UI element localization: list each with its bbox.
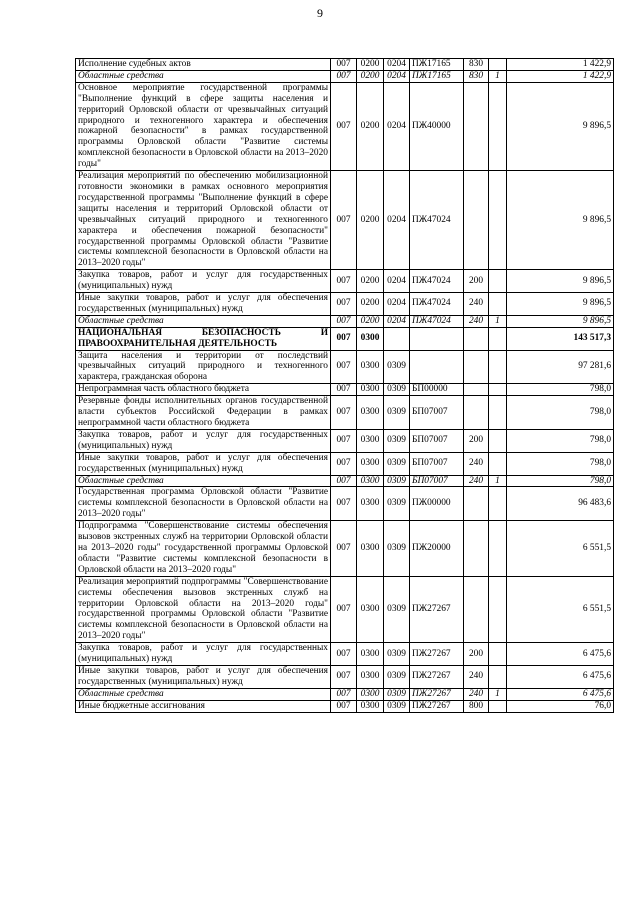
item-name-cell: Непрограммная часть областного бюджета (76, 384, 331, 396)
target-article-cell: ПЖ27267 (410, 665, 464, 688)
item-name-cell: Исполнение судебных актов (76, 59, 331, 71)
target-article-cell: ПЖ27267 (410, 643, 464, 666)
expense-type-cell: 240 (464, 688, 489, 700)
target-article-cell: БП07007 (410, 429, 464, 452)
grbs-code-cell: 007 (331, 293, 357, 316)
expense-type-cell: 240 (464, 315, 489, 327)
table-row (76, 688, 614, 700)
table-row (76, 521, 614, 577)
table-row (76, 171, 614, 270)
amount-cell: 6 475,6 (507, 643, 614, 666)
grbs-code-cell: 007 (331, 270, 357, 293)
expense-type-cell (464, 521, 489, 577)
section-code-cell: 0300 (357, 429, 384, 452)
item-name-cell: Закупка товаров, работ и услуг для государственных (муниципальных) нужд (76, 429, 331, 452)
funding-source-cell (489, 487, 507, 521)
item-name-cell: Областные средства (76, 475, 331, 487)
amount-cell: 798,0 (507, 429, 614, 452)
funding-source-cell (489, 59, 507, 71)
grbs-code-cell: 007 (331, 70, 357, 82)
section-code-cell: 0300 (357, 487, 384, 521)
table-row (76, 665, 614, 688)
subsection-code-cell: 0309 (384, 350, 410, 384)
table-row (76, 475, 614, 487)
funding-source-cell (489, 665, 507, 688)
grbs-code-cell: 007 (331, 643, 357, 666)
subsection-code-cell: 0309 (384, 700, 410, 712)
section-code-cell: 0300 (357, 475, 384, 487)
expense-type-cell (464, 396, 489, 430)
target-article-cell: ПЖ27267 (410, 700, 464, 712)
funding-source-cell: 1 (489, 688, 507, 700)
amount-cell: 96 483,6 (507, 487, 614, 521)
table-row (76, 396, 614, 430)
grbs-code-cell: 007 (331, 475, 357, 487)
section-code-cell: 0300 (357, 452, 384, 475)
subsection-code-cell: 0309 (384, 429, 410, 452)
amount-cell: 97 281,6 (507, 350, 614, 384)
grbs-code-cell: 007 (331, 171, 357, 270)
section-code-cell: 0200 (357, 59, 384, 71)
table-row (76, 384, 614, 396)
amount-cell: 9 896,5 (507, 293, 614, 316)
item-name-cell: Иные бюджетные ассигнования (76, 700, 331, 712)
amount-cell: 798,0 (507, 452, 614, 475)
item-name-cell: Защита населения и территории от последствий чрезвычайных ситуаций природного и техногенного характера, гражданская оборона (76, 350, 331, 384)
subsection-code-cell: 0309 (384, 487, 410, 521)
expense-type-cell (464, 82, 489, 170)
expense-type-cell: 830 (464, 59, 489, 71)
expense-type-cell: 240 (464, 452, 489, 475)
table-row (76, 315, 614, 327)
grbs-code-cell: 007 (331, 327, 357, 350)
section-code-cell: 0200 (357, 315, 384, 327)
budget-table (75, 58, 614, 713)
section-code-cell: 0300 (357, 576, 384, 642)
target-article-cell: ПЖ40000 (410, 82, 464, 170)
funding-source-cell (489, 327, 507, 350)
expense-type-cell (464, 384, 489, 396)
table-row (76, 487, 614, 521)
target-article-cell: БП07007 (410, 396, 464, 430)
grbs-code-cell: 007 (331, 487, 357, 521)
item-name-cell: НАЦИОНАЛЬНАЯ БЕЗОПАСНОСТЬ И ПРАВООХРАНИТЕЛЬНАЯ ДЕЯТЕЛЬНОСТЬ (76, 327, 331, 350)
subsection-code-cell: 0309 (384, 521, 410, 577)
item-name-cell: Областные средства (76, 315, 331, 327)
target-article-cell: БП00000 (410, 384, 464, 396)
subsection-code-cell: 0309 (384, 475, 410, 487)
target-article-cell: ПЖ20000 (410, 521, 464, 577)
target-article-cell (410, 350, 464, 384)
item-name-cell: Основное мероприятие государственной программы "Выполнение функций в сфере защиты населения и территорий Орловской области от чрезвычайных ситуаций природного и техногенного характера и обеспечения пожарной безопасности" в рамках государственной программы Орловской области "Развитие системы комплексной безопасности в Орловской области на 2013–2020 годы" (76, 82, 331, 170)
grbs-code-cell: 007 (331, 700, 357, 712)
section-code-cell: 0300 (357, 643, 384, 666)
grbs-code-cell: 007 (331, 665, 357, 688)
grbs-code-cell: 007 (331, 315, 357, 327)
funding-source-cell (489, 270, 507, 293)
funding-source-cell (489, 396, 507, 430)
section-code-cell: 0300 (357, 384, 384, 396)
amount-cell: 1 422,9 (507, 59, 614, 71)
target-article-cell: ПЖ00000 (410, 487, 464, 521)
table-row (76, 700, 614, 712)
section-code-cell: 0300 (357, 688, 384, 700)
amount-cell: 798,0 (507, 384, 614, 396)
funding-source-cell: 1 (489, 315, 507, 327)
funding-source-cell (489, 700, 507, 712)
section-code-cell: 0300 (357, 350, 384, 384)
amount-cell: 76,0 (507, 700, 614, 712)
subsection-code-cell: 0204 (384, 70, 410, 82)
expense-type-cell (464, 350, 489, 384)
funding-source-cell (489, 384, 507, 396)
grbs-code-cell: 007 (331, 59, 357, 71)
funding-source-cell (489, 452, 507, 475)
funding-source-cell: 1 (489, 475, 507, 487)
item-name-cell: Закупка товаров, работ и услуг для государственных (муниципальных) нужд (76, 270, 331, 293)
grbs-code-cell: 007 (331, 521, 357, 577)
target-article-cell: ПЖ47024 (410, 293, 464, 316)
table-row (76, 270, 614, 293)
subsection-code-cell: 0309 (384, 396, 410, 430)
grbs-code-cell: 007 (331, 688, 357, 700)
amount-cell: 9 896,5 (507, 315, 614, 327)
item-name-cell: Иные закупки товаров, работ и услуг для обеспечения государственных (муниципальных) нужд (76, 293, 331, 316)
item-name-cell: Реализация мероприятий подпрограммы "Совершенствование системы обеспечения вызовов экстренных служб на территории Орловской области на 2013–2020 годы" государственной программы Орловской области "Развитие системы комплексной безопасности в Орловской области на 2013–2020 годы" (76, 576, 331, 642)
expense-type-cell: 240 (464, 475, 489, 487)
amount-cell: 6 551,5 (507, 576, 614, 642)
table-row (76, 576, 614, 642)
section-code-cell: 0300 (357, 327, 384, 350)
subsection-code-cell: 0309 (384, 384, 410, 396)
table-row (76, 350, 614, 384)
target-article-cell: ПЖ47024 (410, 171, 464, 270)
grbs-code-cell: 007 (331, 396, 357, 430)
amount-cell: 6 551,5 (507, 521, 614, 577)
expense-type-cell: 200 (464, 429, 489, 452)
table-row (76, 452, 614, 475)
subsection-code-cell: 0204 (384, 270, 410, 293)
table-row (76, 82, 614, 170)
target-article-cell: БП07007 (410, 475, 464, 487)
subsection-code-cell: 0309 (384, 688, 410, 700)
target-article-cell: ПЖ47024 (410, 315, 464, 327)
item-name-cell: Резервные фонды исполнительных органов государственной власти субъектов Российской Федерации в рамках непрограммной части областного бюджета (76, 396, 331, 430)
amount-cell: 798,0 (507, 475, 614, 487)
expense-type-cell (464, 487, 489, 521)
amount-cell: 143 517,3 (507, 327, 614, 350)
grbs-code-cell: 007 (331, 82, 357, 170)
funding-source-cell (489, 429, 507, 452)
grbs-code-cell: 007 (331, 576, 357, 642)
funding-source-cell (489, 293, 507, 316)
funding-source-cell (489, 82, 507, 170)
table-row (76, 429, 614, 452)
amount-cell: 6 475,6 (507, 665, 614, 688)
target-article-cell: БП07007 (410, 452, 464, 475)
expense-type-cell (464, 576, 489, 642)
section-code-cell: 0200 (357, 82, 384, 170)
expense-type-cell (464, 327, 489, 350)
target-article-cell: ПЖ47024 (410, 270, 464, 293)
table-row (76, 59, 614, 71)
target-article-cell: ПЖ27267 (410, 688, 464, 700)
expense-type-cell: 800 (464, 700, 489, 712)
subsection-code-cell: 0309 (384, 665, 410, 688)
funding-source-cell (489, 171, 507, 270)
amount-cell: 798,0 (507, 396, 614, 430)
subsection-code-cell: 0204 (384, 171, 410, 270)
section-code-cell: 0300 (357, 700, 384, 712)
item-name-cell: Государственная программа Орловской области "Развитие системы комплексной безопасности в Орловской области на 2013–2020 годы" (76, 487, 331, 521)
funding-source-cell (489, 643, 507, 666)
item-name-cell: Областные средства (76, 70, 331, 82)
expense-type-cell: 240 (464, 665, 489, 688)
table-row (76, 327, 614, 350)
section-code-cell: 0300 (357, 665, 384, 688)
subsection-code-cell (384, 327, 410, 350)
expense-type-cell (464, 171, 489, 270)
funding-source-cell (489, 350, 507, 384)
grbs-code-cell: 007 (331, 452, 357, 475)
item-name-cell: Областные средства (76, 688, 331, 700)
table-row (76, 643, 614, 666)
section-code-cell: 0300 (357, 396, 384, 430)
expense-type-cell: 200 (464, 643, 489, 666)
grbs-code-cell: 007 (331, 384, 357, 396)
item-name-cell: Закупка товаров, работ и услуг для государственных (муниципальных) нужд (76, 643, 331, 666)
funding-source-cell (489, 576, 507, 642)
expense-type-cell: 240 (464, 293, 489, 316)
section-code-cell: 0200 (357, 270, 384, 293)
table-row (76, 293, 614, 316)
target-article-cell (410, 327, 464, 350)
target-article-cell: ПЖ27267 (410, 576, 464, 642)
target-article-cell: ПЖ17165 (410, 59, 464, 71)
table-row (76, 70, 614, 82)
item-name-cell: Реализация мероприятий по обеспечению мобилизационной готовности экономики в рамках основного мероприятия государственной программы "Выполнение функций в сфере защиты населения и территорий Орловской области от чрезвычайных ситуаций природного и техногенного характера и обеспечения пожарной безопасности" государственной программы Орловской области "Развитие системы комплексной безопасности в Орловской области на 2013–2020 годы" (76, 171, 331, 270)
amount-cell: 9 896,5 (507, 270, 614, 293)
amount-cell: 9 896,5 (507, 171, 614, 270)
subsection-code-cell: 0309 (384, 576, 410, 642)
grbs-code-cell: 007 (331, 429, 357, 452)
amount-cell: 9 896,5 (507, 82, 614, 170)
amount-cell: 6 475,6 (507, 688, 614, 700)
subsection-code-cell: 0309 (384, 452, 410, 475)
section-code-cell: 0200 (357, 171, 384, 270)
expense-type-cell: 200 (464, 270, 489, 293)
subsection-code-cell: 0204 (384, 315, 410, 327)
subsection-code-cell: 0204 (384, 59, 410, 71)
target-article-cell: ПЖ17165 (410, 70, 464, 82)
subsection-code-cell: 0309 (384, 643, 410, 666)
section-code-cell: 0200 (357, 70, 384, 82)
expense-type-cell: 830 (464, 70, 489, 82)
section-code-cell: 0300 (357, 521, 384, 577)
item-name-cell: Подпрограмма "Совершенствование системы обеспечения вызовов экстренных служб на территории Орловской области на 2013–2020 годы" государственной программы Орловской области "Развитие системы комплексной безопасности в Орловской области на 2013–2020 годы" (76, 521, 331, 577)
page-number: 9 (317, 6, 323, 20)
funding-source-cell (489, 521, 507, 577)
subsection-code-cell: 0204 (384, 293, 410, 316)
budget-table-body (76, 59, 614, 713)
subsection-code-cell: 0204 (384, 82, 410, 170)
section-code-cell: 0200 (357, 293, 384, 316)
item-name-cell: Иные закупки товаров, работ и услуг для обеспечения государственных (муниципальных) нужд (76, 452, 331, 475)
grbs-code-cell: 007 (331, 350, 357, 384)
item-name-cell: Иные закупки товаров, работ и услуг для обеспечения государственных (муниципальных) нужд (76, 665, 331, 688)
amount-cell: 1 422,9 (507, 70, 614, 82)
funding-source-cell: 1 (489, 70, 507, 82)
